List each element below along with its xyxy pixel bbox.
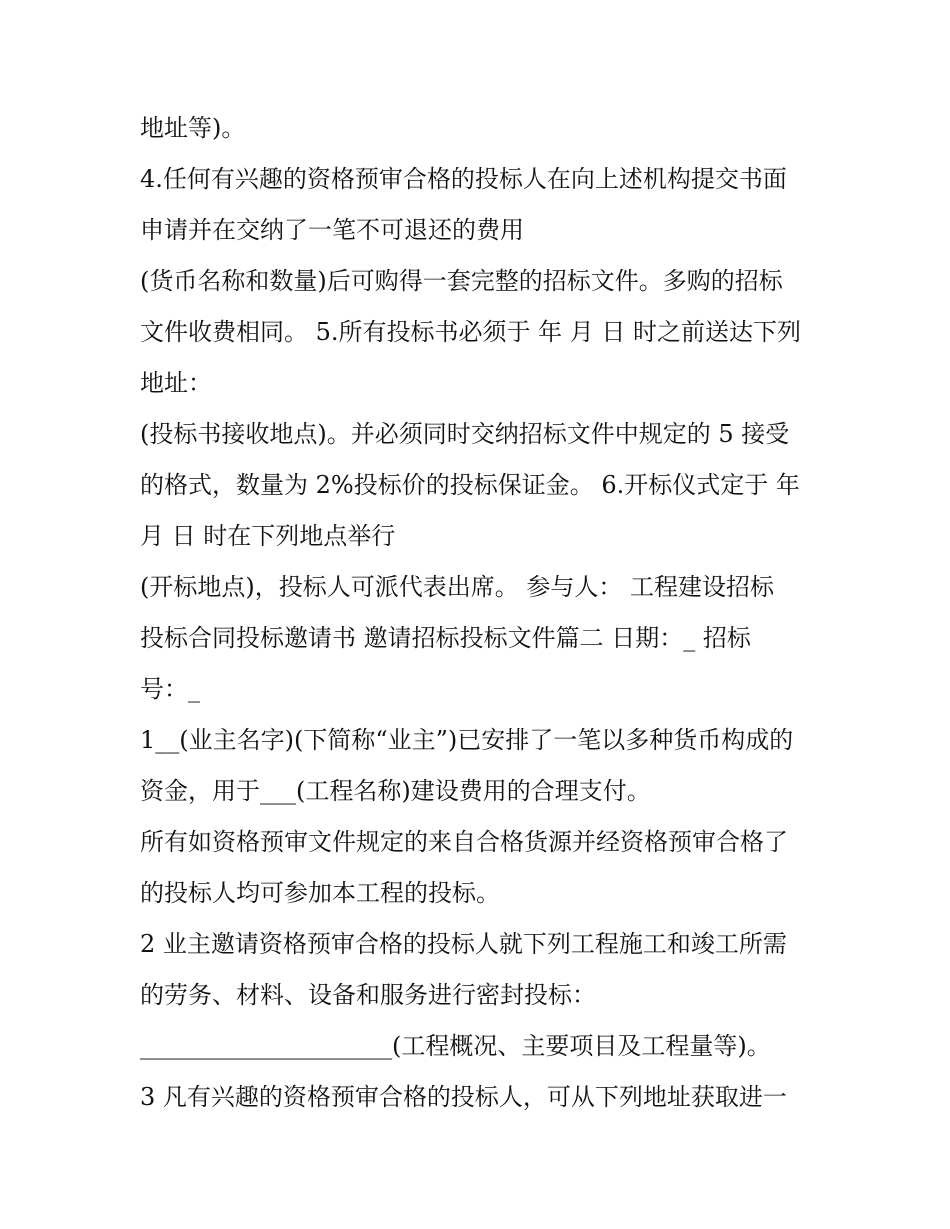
text-line: 4.任何有兴趣的资格预审合格的投标人在向上述机构提交书面	[140, 165, 787, 193]
text-line: 资金，用于___(工程名称)建设费用的合理支付。	[140, 777, 651, 805]
document-body	[140, 103, 820, 1123]
text-line: 2 业主邀请资格预审合格的投标人就下列工程施工和竣工所需	[140, 930, 787, 958]
text-line: 地址等)。	[140, 114, 246, 142]
text-line: 所有如资格预审文件规定的来自合格货源并经资格预审合格了	[140, 828, 788, 856]
text-line: 投标合同投标邀请书 邀请招标投标文件篇二 日期：_ 招标	[140, 624, 751, 652]
text-line: 的投标人均可参加本工程的投标。	[140, 879, 500, 907]
text-line: _____________________(工程概况、主要项目及工程量等)。	[140, 1032, 771, 1060]
text-line: 地址：	[140, 369, 212, 397]
text-line: 月 日 时在下列地点举行	[140, 522, 396, 550]
text-line: (货币名称和数量)后可购得一套完整的招标文件。多购的招标	[140, 267, 783, 295]
text-line: 的格式，数量为 2%投标价的投标保证金。 6.开标仪式定于 年	[140, 471, 800, 499]
text-line: 1__(业主名字)(下简称“业主”)已安排了一笔以多种货币构成的	[140, 726, 794, 754]
text-line: 申请并在交纳了一笔不可退还的费用	[140, 216, 524, 244]
text-line: 文件收费相同。 5.所有投标书必须于 年 月 日 时之前送达下列	[140, 318, 802, 346]
text-line: 3 凡有兴趣的资格预审合格的投标人，可从下列地址获取进一	[140, 1083, 787, 1111]
text-line: (投标书接收地点)。并必须同时交纳招标文件中规定的 5 接受	[140, 420, 790, 448]
text-line: 的劳务、材料、设备和服务进行密封投标：	[140, 981, 596, 1009]
text-line: (开标地点)，投标人可派代表出席。 参与人： 工程建设招标	[140, 573, 774, 601]
text-line: 号：_	[140, 675, 200, 703]
